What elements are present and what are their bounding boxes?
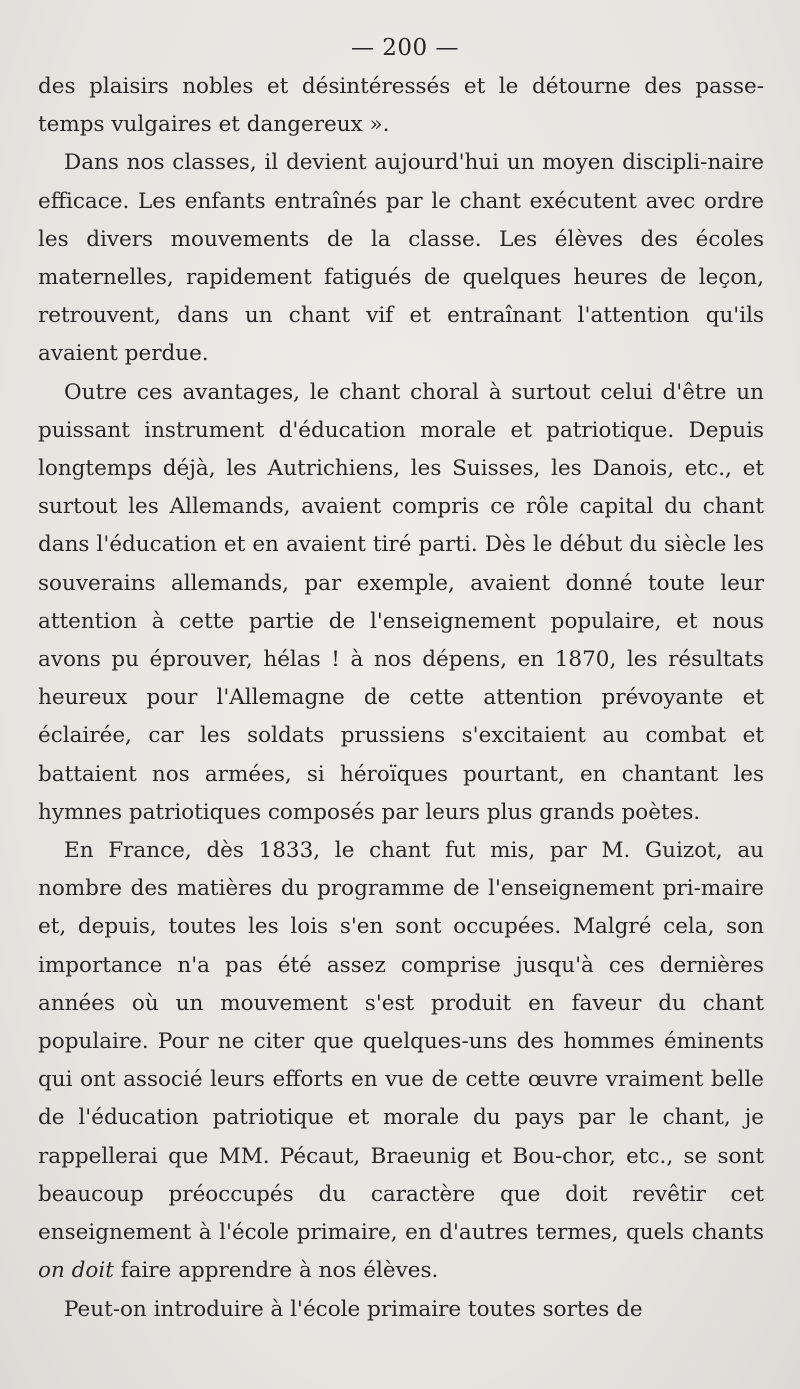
page-number: — 200 — [350,35,460,61]
paragraph-5: Peut-on introduire à l'école primaire toutes sortes de [64,1296,643,1322]
paragraph-3: Outre ces avantages, le chant choral à surtout celui d'être un puissant instrument d'éducation morale et patriotique. Depuis longtemps déjà, les Autrichiens, les Suisses, les Danois, etc., et surtout les Allemands, avaient compris ce rôle capital du chant dans l'éducation et en avaient tiré parti. Dès le début du siècle les souverains allemands, par exemple, avaient donné toute leur attention à cette partie de l'enseignement populaire, et nous avons pu éprouver, hélas ! à nos dépens, en 1870, les résultats heureux pour l'Allemagne de cette attention prévoyante et éclairée, car les soldats prussiens s'excitaient au combat et battaient nos armées, si héroïques pourtant, en chantant les hymnes patriotiques composés par leurs plus grands poètes. [38,379,764,825]
body-text [38,68,764,1329]
paragraph-4-text: En France, dès 1833, le chant fut mis, par M. Guizot, au nombre des matières du programme de l'enseignement pri-maire et, depuis, toutes les lois s'en sont occupées. Malgré cela, son importance n'a pas été assez comprise jusqu'à ces dernières années où un mouvement s'est produit en faveur du chant populaire. Pour ne citer que quelques-uns des hommes éminents qui ont associé leurs efforts en vue de cette œuvre vraiment belle de l'éducation patriotique et morale du pays par le chant, je rappellerai que MM. Pécaut, Braeunig et Bou-chor, etc., se sont beaucoup préoccupés du caractère que doit revêtir cet enseignement à l'école primaire, en d'autres termes, quels chants [38,838,764,1246]
paragraph-2: Dans nos classes, il devient aujourd'hui un moyen discipli-naire efficace. Les enfants entraînés par le chant exécutent avec ordre les divers mouvements de la classe. Les élèves des écoles maternelles, rapidement fatigués de quelques heures de leçon, retrouvent, dans un chant vif et entraînant l'attention qu'ils avaient perdue. [38,150,764,367]
paragraph-4 [38,832,764,1290]
paragraph-4-tail: faire apprendre à nos élèves. [120,1258,439,1284]
paragraph-4-italic: on doit [38,1258,114,1284]
book-page [38,28,764,1329]
paragraph-1: des plaisirs nobles et désintéressés et le détourne des passe-temps vulgaires et dangereux ». [38,74,764,138]
